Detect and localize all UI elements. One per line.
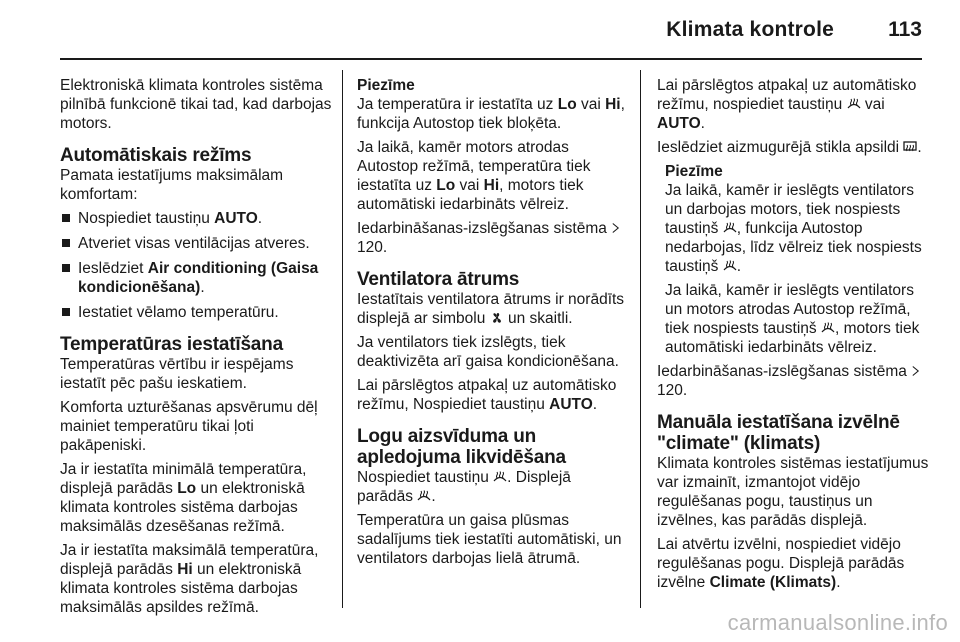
paragraph: Temperatūras vērtību ir iespējams iestatīt pēc pašu ieskatiem. [60,356,294,392]
header-rule [60,58,922,60]
section-heading-defog: Logu aizsvīduma un apledojuma likvidēšana [357,426,566,468]
watermark: carmanualsonline.info [727,610,948,635]
note-block [665,162,929,357]
column-2 [357,76,629,573]
windscreen-defrost-icon [821,322,835,334]
note-paragraph: Ja laikā, kamēr ir ieslēgts ventilators un motors atrodas Autostop režīmā, tiek nospiests taustiņš , motors tiek automātiski iedarbināts vēlreiz. [665,282,920,356]
paragraph: Iestatītais ventilatora ātrums ir norādīts displejā ar simbolu un skaitli. [357,291,625,327]
windscreen-defrost-icon [847,98,861,110]
paragraph: Lai pārslēgtos atpakaļ uz automātisko režīmu, Nospiediet taustiņu AUTO. [357,377,617,413]
paragraph: Ja ventilators tiek izslēgts, tiek deaktivizēta arī gaisa kondicionēšana. [357,334,619,370]
column-divider [640,70,641,608]
paragraph: Nospiediet taustiņu . Displejā parādās . [357,469,571,505]
paragraph: Komforta uzturēšanas apsvērumu dēļ mainiet temperatūru tikai ļoti pakāpeniski. [60,399,318,454]
section-heading-fan-speed: Ventilatora ātrums [357,269,520,290]
paragraph: Klimata kontroles sistēmas iestatījumus var izmainīt, izmantojot vidējo regulēšanas pogu, taustiņus un izvēlnes, kas parādās displejā. [657,455,929,529]
column-3 [657,76,929,597]
section-heading-temperature: Temperatūras iestatīšana [60,334,283,355]
paragraph: Temperatūra un gaisa plūsmas sadalījums tiek iestatīti automātiski, un ventilators darbojas lielā ātrumā. [357,512,622,567]
list-item: Iestatiet vēlamo temperatūru. [60,303,338,322]
instruction-list [60,209,338,322]
page-reference-link[interactable]: 120. [357,239,388,256]
chapter-title: Klimata kontrole [666,18,834,41]
windscreen-defrost-icon [493,471,507,483]
column-1 [60,76,338,622]
section-heading-manual-menu: Manuāla iestatīšana izvēlnē "climate" (klimats) [657,412,900,454]
list-item: Nospiediet taustiņu AUTO. [60,209,338,228]
paragraph: Ieslēdziet aizmugurējā stikla apsildi . [657,139,922,156]
list-item: Ieslēdziet Air conditioning (Gaisa kondicionēšana). [60,259,338,297]
fan-icon [490,312,504,324]
column-divider [342,70,343,608]
windscreen-defrost-icon [723,260,737,272]
section-heading-auto-mode: Automātiskais režīms [60,145,252,166]
note-heading: Piezīme [665,163,723,180]
note-paragraph: Ja laikā, kamēr motors atrodas Autostop režīmā, temperatūra tiek iestatīta uz Lo vai Hi, motors tiek automātiski iedarbināts vēlreiz. [357,139,591,213]
intro-paragraph: Elektroniskā klimata kontroles sistēma pilnībā funkcionē tikai tad, kad darbojas motors. [60,77,332,132]
windscreen-defrost-icon [723,222,737,234]
page-reference-arrow-icon[interactable] [611,222,620,234]
windscreen-defrost-icon [417,490,431,502]
page-reference-arrow-icon[interactable] [911,365,920,377]
page-reference-link[interactable]: 120. [657,382,688,399]
paragraph: Lai pārslēgtos atpakaļ uz automātisko režīmu, nospiediet taustiņu vai AUTO. [657,77,917,132]
paragraph: Pamata iestatījums maksimālam komfortam: [60,167,284,203]
note-paragraph: Iedarbināšanas-izslēgšanas sistēma 120. [357,219,629,257]
paragraph: Ja ir iestatīta minimālā temperatūra, displejā parādās Lo un elektroniskā klimata kontroles sistēma darbojas maksimālās dzesēšanas režīmā. [60,461,307,535]
list-item: Atveriet visas ventilācijas atveres. [60,234,338,253]
rear-window-heat-icon [903,141,917,153]
paragraph: Lai atvērtu izvēlni, nospiediet vidējo regulēšanas pogu. Displejā parādās izvēlne Climate (Klimats). [657,536,905,591]
paragraph: Ja ir iestatīta maksimālā temperatūra, displejā parādās Hi un elektroniskā klimata kontroles sistēma darbojas maksimālās apsildes režīmā. [60,542,319,616]
note-paragraph: Ja temperatūra ir iestatīta uz Lo vai Hi, funkcija Autostop tiek bloķēta. [357,96,625,132]
note-heading: Piezīme [357,77,415,94]
paragraph: Iedarbināšanas-izslēgšanas sistēma 120. [657,362,929,400]
note-paragraph: Ja laikā, kamēr ir ieslēgts ventilators un darbojas motors, tiek nospiests taustiņš , funkcija Autostop nedarbojas, līdz vēlreiz tiek nospiests taustiņš . [665,182,922,275]
page-number: 113 [888,18,922,41]
